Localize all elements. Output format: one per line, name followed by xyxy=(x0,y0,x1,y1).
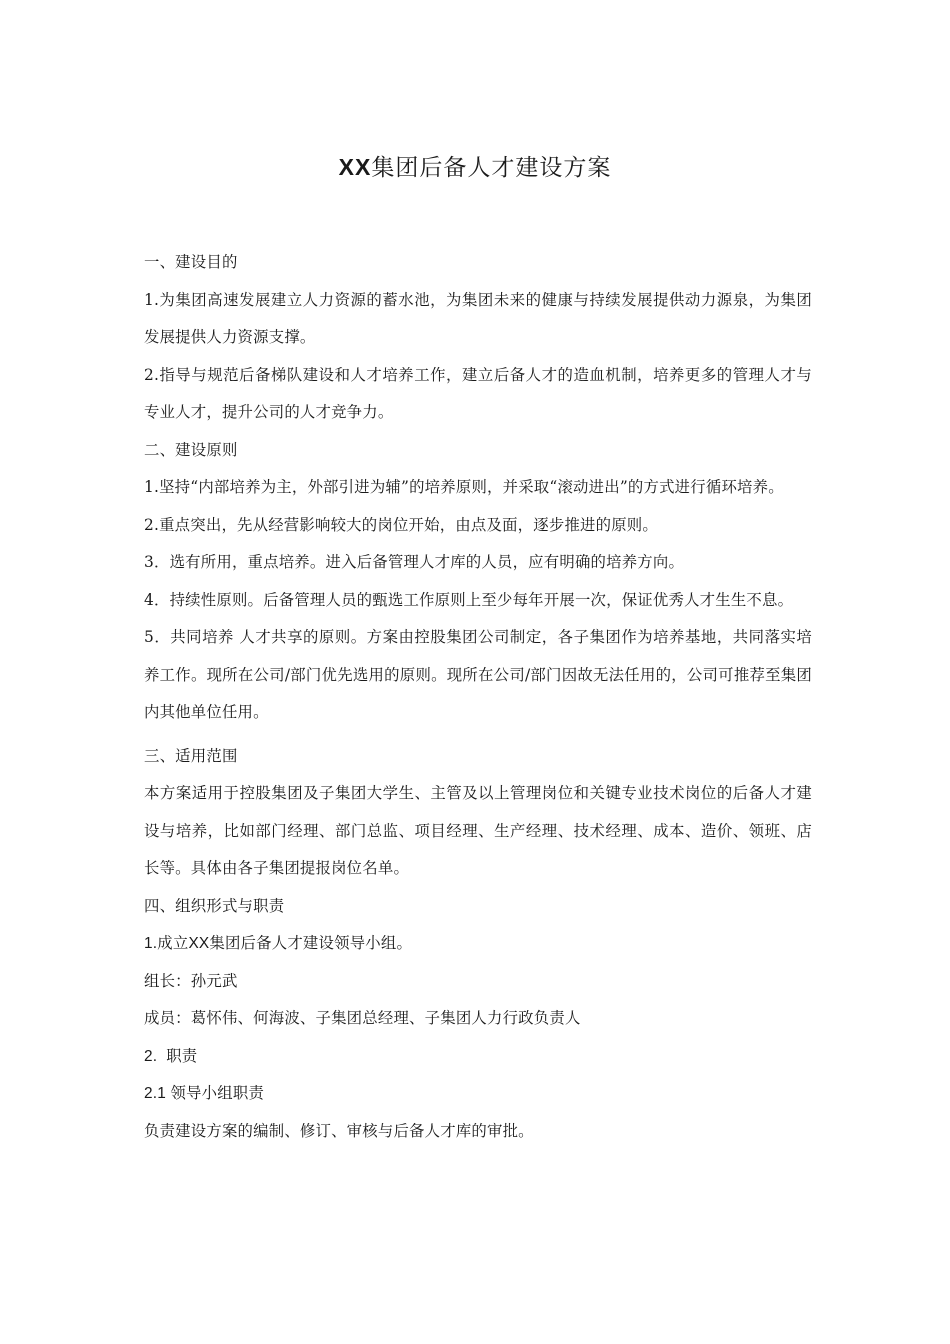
paragraph-principle-2: 2.重点突出，先从经营影响较大的岗位开始，由点及面，逐步推进的原则。 xyxy=(144,515,658,534)
leading-group-text-a: 成立 xyxy=(157,934,189,952)
section-heading-principles: 二、建设原则 xyxy=(144,440,238,459)
paragraph-leader: 组长：孙元武 xyxy=(144,971,238,990)
paragraph-duties-heading xyxy=(144,1038,812,1076)
duties-text: 职责 xyxy=(166,1046,198,1065)
document-title xyxy=(0,150,950,185)
section-heading-organization: 四、组织形式与职责 xyxy=(144,896,285,915)
group-duties-text: 领导小组职责 xyxy=(170,1084,265,1102)
paragraph-purpose-1: 1.为集团高速发展建立人力资源的蓄水池，为集团未来的健康与持续发展提供动力源泉，为集团发展提供人力资源支撑。 xyxy=(144,290,812,346)
paragraph-principle-4: 4．持续性原则。后备管理人员的甄选工作原则上至少每年开展一次，保证优秀人才生生不息。 xyxy=(144,590,794,609)
paragraph-members: 成员：葛怀伟、何海波、子集团总经理、子集团人力行政负责人 xyxy=(144,1009,581,1027)
leading-group-text-b: 集团后备人才建设领导小组。 xyxy=(209,934,413,952)
leading-group-number: 1. xyxy=(144,935,158,952)
paragraph-leading-group xyxy=(144,925,812,963)
duties-number: 2. xyxy=(144,1047,158,1065)
paragraph-group-duties: 负责建设方案的编制、修订、审核与后备人才库的审批。 xyxy=(144,1121,534,1140)
title-text: 集团后备人才建设方案 xyxy=(371,155,612,181)
section-heading-scope: 三、适用范围 xyxy=(144,746,238,765)
title-prefix: XX xyxy=(338,154,372,180)
paragraph-group-duties-heading xyxy=(144,1075,812,1113)
paragraph-scope: 本方案适用于控股集团及子集团大学生、主管及以上管理岗位和关键专业技术岗位的后备人才建设与培养，比如部门经理、部门总监、项目经理、生产经理、技术经理、成本、造价、领班、店长等。具体由各子集团提报岗位名单。 xyxy=(144,784,812,877)
leading-group-xx: XX xyxy=(188,935,210,952)
paragraph-principle-1: 1.坚持“内部培养为主，外部引进为辅”的培养原则，并采取“滚动进出”的方式进行循环培养。 xyxy=(144,478,784,496)
paragraph-principle-3: 3．选有所用，重点培养。进入后备管理人才库的人员，应有明确的培养方向。 xyxy=(144,553,685,571)
section-heading-purpose: 一、建设目的 xyxy=(144,253,238,271)
document-body xyxy=(144,244,812,1150)
paragraph-purpose-2: 2.指导与规范后备梯队建设和人才培养工作，建立后备人才的造血机制，培养更多的管理人才与专业人才，提升公司的人才竞争力。 xyxy=(144,365,812,421)
paragraph-principle-5: 5．共同培养 人才共享的原则。方案由控股集团公司制定，各子集团作为培养基地，共同落实培养工作。现所在公司/部门优先选用的原则。现所在公司/部门因故无法任用的，公司可推荐至集团内其他单位任用。 xyxy=(144,628,812,721)
group-duties-number: 2.1 xyxy=(144,1085,166,1102)
